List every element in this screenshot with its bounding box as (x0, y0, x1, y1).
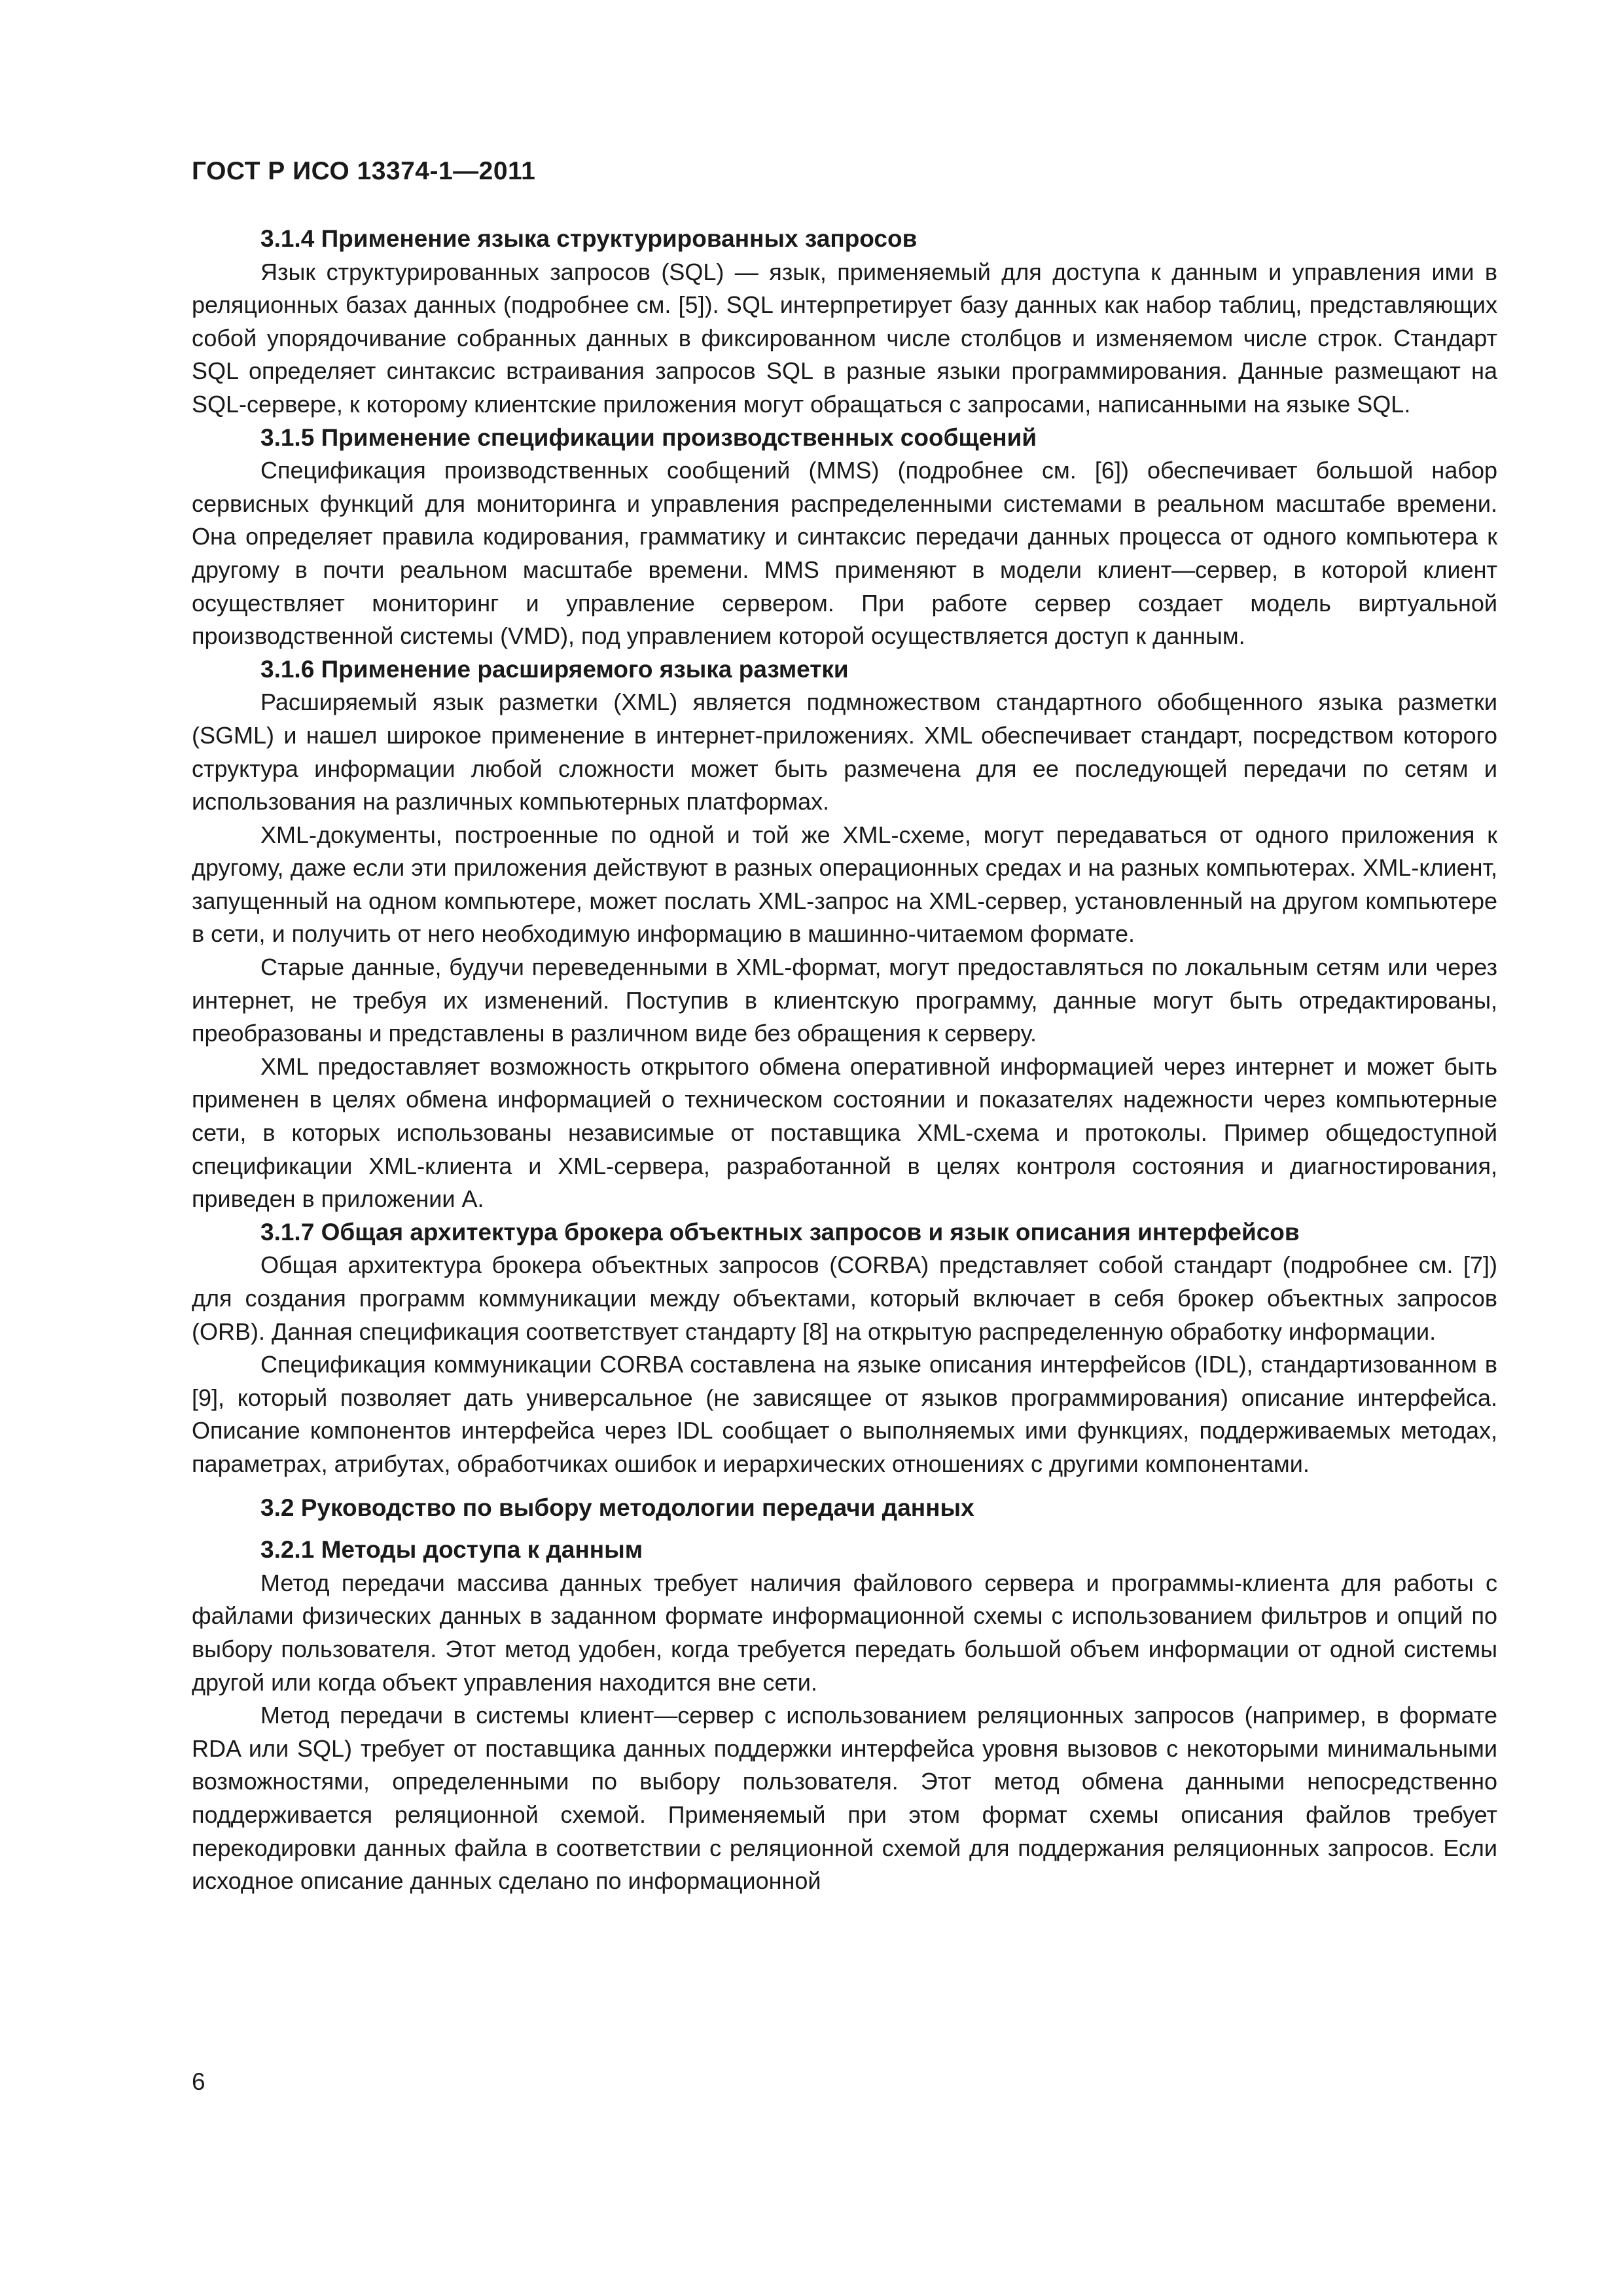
section-heading-3-1-7: 3.1.7 Общая архитектура брокера объектных запросов и язык описания интерфейсов (260, 1218, 1300, 1246)
paragraph: Общая архитектура брокера объектных запросов (CORBA) представляет собой стандарт (подробнее см. [7]) для создания программ коммуникации между объектами, который включает в себя брокер объектных запросов (ORB). Данная спецификация соответствует стандарту [8] на открытую распределенную обработку информации. (192, 1251, 1497, 1345)
paragraph: XML предоставляет возможность открытого обмена оперативной информацией через интернет и может быть применен в целях обмена информацией о техническом состоянии и показателях надежности через компьютерные сети, в которых использованы независимые от поставщика XML-схема и протоколы. Пример общедоступной спецификации XML-клиента и XML-сервера, разработанной в целях контроля состояния и диагностирования, приведен в приложении А. (192, 1052, 1497, 1213)
section-heading-3-1-4: 3.1.4 Применение языка структурированных запросов (260, 225, 918, 252)
paragraph: Расширяемый язык разметки (XML) является подмножеством стандартного обобщенного языка разметки (SGML) и нашел широкое применение в интернет-приложениях. XML обеспечивает стандарт, посредством которого структура информации любой сложности может быть размечена для ее последующей передачи по сетям и использования на различных компьютерных платформах. (192, 689, 1497, 816)
paragraph: Язык структурированных запросов (SQL) — язык, применяемый для доступа к данным и управления ими в реляционных базах данных (подробнее см. [5]). SQL интерпретирует базу данных как набор таблиц, представляющих собой упорядочивание собранных данных в фиксированном числе столбцов и изменяемом числе строк. Стандарт SQL определяет синтаксис встраивания запросов SQL в разные языки программирования. Данные размещают на SQL-сервере, к которому клиентские приложения могут обращаться с запросами, написанными на языке SQL. (192, 258, 1497, 418)
page-number: 6 (192, 2068, 205, 2095)
paragraph: Метод передачи в системы клиент—сервер с использованием реляционных запросов (например, в формате RDA или SQL) требует от поставщика данных поддержки интерфейса уровня вызовов с некоторыми минимальными возможностями, определенными по выбору пользователя. Этот метод обмена данными непосредственно поддерживается реляционной схемой. Применяемый при этом формат схемы описания файлов требует перекодировки данных файла в соответствии с реляционной схемой для поддержания реляционных запросов. Если исходное описание данных сделано по информационной (192, 1702, 1497, 1895)
paragraph: Спецификация производственных сообщений (MMS) (подробнее см. [6]) обеспечивает большой набор сервисных функций для мониторинга и управления распределенными системами в реальном масштабе времени. Она определяет правила кодирования, грамматику и синтаксис передачи данных процесса от одного компьютера к другому в почти реальном масштабе времени. MMS применяют в модели клиент—сервер, в которой клиент осуществляет мониторинг и управление сервером. При работе сервер создает модель виртуальной производственной системы (VMD), под управлением которой осуществляется доступ к данным. (192, 457, 1497, 650)
document-body (192, 223, 1497, 1898)
section-heading-3-1-6: 3.1.6 Применение расширяемого языка разметки (260, 655, 849, 683)
paragraph: XML-документы, построенные по одной и той же XML-схеме, могут передаваться от одного приложения к другому, даже если эти приложения действуют в разных операционных средах и на разных компьютерах. XML-клиент, запущенный на одном компьютере, может послать XML-запрос на XML-сервер, установленный на другом компьютере в сети, и получить от него необходимую информацию в машинно-читаемом формате. (192, 821, 1497, 948)
paragraph: Метод передачи массива данных требует наличия файлового сервера и программы-клиента для работы с файлами физических данных в заданном формате информационной схемы с использованием фильтров и опций по выбору пользователя. Этот метод удобен, когда требуется передать большой объем информации от одной системы другой или когда объект управления находится вне сети. (192, 1569, 1497, 1696)
paragraph: Старые данные, будучи переведенными в XML-формат, могут предоставляться по локальным сетям или через интернет, не требуя их изменений. Поступив в клиентскую программу, данные могут быть отредактированы, преобразованы и представлены в различном виде без обращения к серверу. (192, 954, 1497, 1047)
paragraph: Спецификация коммуникации CORBA составлена на языке описания интерфейсов (IDL), стандартизованном в [9], который позволяет дать универсальное (не зависящее от языков программирования) описание интерфейса. Описание компонентов интерфейса через IDL сообщает о выполняемых ими функциях, поддерживаемых методах, параметрах, атрибутах, обработчиках ошибок и иерархических отношениях с другими компонентами. (192, 1351, 1497, 1477)
document-header: ГОСТ Р ИСО 13374-1—2011 (192, 157, 536, 185)
section-heading-3-2: 3.2 Руководство по выбору методологии передачи данных (260, 1494, 974, 1521)
section-heading-3-2-1: 3.2.1 Методы доступа к данным (260, 1536, 643, 1564)
section-heading-3-1-5: 3.1.5 Применение спецификации производственных сообщений (260, 423, 1037, 451)
